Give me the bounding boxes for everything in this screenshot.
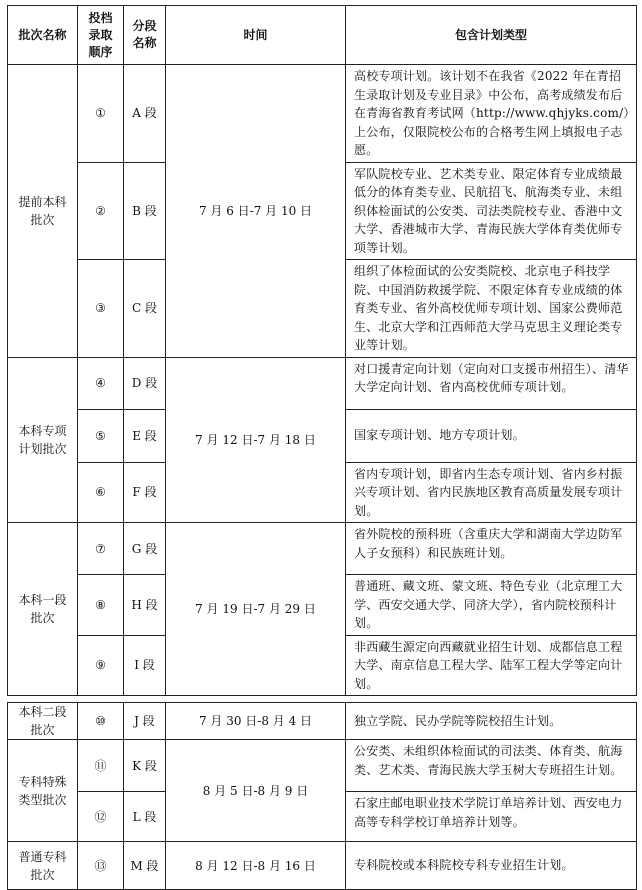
table-row bbox=[8, 703, 637, 740]
order-cell: ⑪ bbox=[78, 740, 124, 792]
order-cell: ⑨ bbox=[78, 635, 124, 696]
time-cell: 8 月 12 日-8 月 16 日 bbox=[166, 842, 346, 890]
segment-cell: C 段 bbox=[124, 260, 166, 358]
table-gap bbox=[8, 696, 637, 703]
types-cell: 公安类、未组织体检面试的司法类、体育类、航海类、艺术类、青海民族大学玉树大专班招生计划。 bbox=[346, 740, 637, 792]
types-cell: 对口援青定向计划（定向对口支援市州招生）、清华大学定向计划、省内高校优师专项计划。 bbox=[346, 357, 637, 409]
batch-cell bbox=[8, 842, 78, 890]
time-cell: 7 月 12 日-7 月 18 日 bbox=[166, 357, 346, 523]
time-cell: 7 月 30 日-8 月 4 日 bbox=[166, 703, 346, 740]
segment-cell: A 段 bbox=[124, 65, 166, 163]
segment-cell: G 段 bbox=[124, 523, 166, 575]
table-row bbox=[8, 523, 637, 575]
types-cell: 国家专项计划、地方专项计划。 bbox=[346, 409, 637, 462]
header-time: 时间 bbox=[166, 6, 346, 65]
header-batch: 批次名称 bbox=[8, 6, 78, 65]
order-cell: ② bbox=[78, 162, 124, 260]
types-cell: 非西藏生源定向西藏就业招生计划、成都信息工程大学、南京信息工程大学、陆军工程大学等定向计划。 bbox=[346, 635, 637, 696]
segment-cell: D 段 bbox=[124, 357, 166, 409]
admission-schedule-table bbox=[7, 5, 637, 890]
order-cell: ⑫ bbox=[78, 792, 124, 842]
types-cell: 军队院校专业、艺术类专业、限定体育专业成绩最低分的体育类专业、民航招飞、航海类专业、未组织体检面试的公安类、司法类院校专业、香港中文大学、香港城市大学、青海民族大学体育类优师专项等计划。 bbox=[346, 162, 637, 260]
batch-label: 本科一段 批次 bbox=[18, 593, 67, 625]
header-order-text: 投档 录取 顺序 bbox=[88, 10, 113, 59]
header-order bbox=[78, 6, 124, 65]
types-cell: 普通班、藏文班、蒙文班、特色专业（北京理工大学、西安交通大学、同济大学），省内院校预科计划。 bbox=[346, 575, 637, 636]
segment-cell: K 段 bbox=[124, 740, 166, 792]
header-segment-text: 分段 名称 bbox=[132, 19, 157, 50]
types-cell: 高校专项计划。该计划不在我省《2022 年在青招生录取计划及专业目录》中公布，高考成绩发布后在青海省教育考试网（http://www.qhjyks.com/）上公布，仅限院校公布的合格考生网上填报电子志愿。 bbox=[346, 65, 637, 163]
order-cell: ⑬ bbox=[78, 842, 124, 890]
batch-label: 普通专科 批次 bbox=[18, 849, 67, 882]
order-cell: ⑤ bbox=[78, 409, 124, 462]
order-cell: ⑧ bbox=[78, 575, 124, 636]
table-row bbox=[8, 357, 637, 409]
batch-cell bbox=[8, 65, 78, 358]
batch-label: 提前本科 批次 bbox=[18, 194, 67, 227]
time-cell: 7 月 19 日-7 月 29 日 bbox=[166, 523, 346, 696]
order-cell: ③ bbox=[78, 260, 124, 358]
segment-cell: H 段 bbox=[124, 575, 166, 636]
segment-cell: I 段 bbox=[124, 635, 166, 696]
types-cell: 独立学院、民办学院等院校招生计划。 bbox=[346, 703, 637, 740]
segment-cell: L 段 bbox=[124, 792, 166, 842]
segment-cell: J 段 bbox=[124, 703, 166, 740]
gap-cell bbox=[8, 696, 637, 703]
header-segment bbox=[124, 6, 166, 65]
header-row bbox=[8, 6, 637, 65]
table-row bbox=[8, 65, 637, 163]
types-cell: 专科院校或本科院校专科专业招生计划。 bbox=[346, 842, 637, 890]
batch-label: 专科特殊 类型批次 bbox=[18, 774, 67, 807]
batch-cell bbox=[8, 357, 78, 523]
segment-cell: B 段 bbox=[124, 162, 166, 260]
time-cell: 8 月 5 日-8 月 9 日 bbox=[166, 740, 346, 842]
batch-cell bbox=[8, 523, 78, 696]
types-cell: 省外院校的预科班（含重庆大学和湖南大学边防军人子女预科）和民族班计划。 bbox=[346, 523, 637, 575]
segment-cell: E 段 bbox=[124, 409, 166, 462]
order-cell: ④ bbox=[78, 357, 124, 409]
time-cell: 7 月 6 日-7 月 10 日 bbox=[166, 65, 346, 358]
table-row bbox=[8, 842, 637, 890]
types-cell: 省内专项计划，即省内生态专项计划、省内乡村振兴专项计划、省内民族地区教育高质量发展专项计划。 bbox=[346, 462, 637, 523]
types-cell: 石家庄邮电职业技术学院订单培养计划、西安电力高等专科学校订单培养计划等。 bbox=[346, 792, 637, 842]
header-types: 包含计划类型 bbox=[346, 6, 637, 65]
types-cell: 组织了体检面试的公安类院校、北京电子科技学院、中国消防救援学院、不限定体育专业成绩的体育类专业、省外高校优师专项计划、国家公费师范生、北京大学和江西师范大学马克思主义理论类专业等计划。 bbox=[346, 260, 637, 358]
batch-cell bbox=[8, 703, 78, 740]
order-cell: ⑩ bbox=[78, 703, 124, 740]
batch-label: 本科二段 批次 bbox=[18, 705, 67, 737]
batch-label: 本科专项 计划批次 bbox=[18, 423, 67, 456]
order-cell: ⑥ bbox=[78, 462, 124, 523]
order-cell: ⑦ bbox=[78, 523, 124, 575]
order-cell: ① bbox=[78, 65, 124, 163]
segment-cell: F 段 bbox=[124, 462, 166, 523]
segment-cell: M 段 bbox=[124, 842, 166, 890]
batch-cell bbox=[8, 740, 78, 842]
